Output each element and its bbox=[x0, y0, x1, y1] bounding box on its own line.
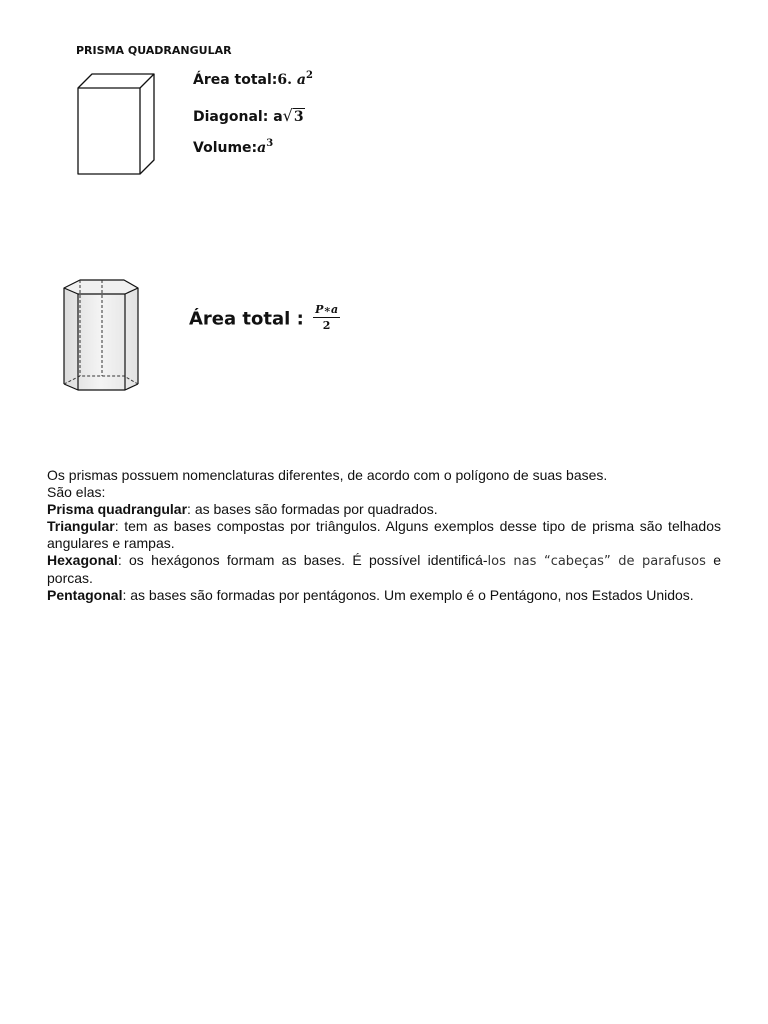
triangular-description: : tem as bases compostas por triângulos. Alguns exemplos desse tipo de prisma são telhados angulares e rampas. bbox=[47, 518, 721, 551]
hexagonal-description-c: e porcas. bbox=[47, 552, 721, 586]
area-variable: a bbox=[296, 72, 306, 88]
area-label: Área total: bbox=[193, 72, 278, 88]
diagonal-radicand: 3 bbox=[293, 109, 304, 125]
diagonal-formula bbox=[193, 106, 305, 125]
volume-label: Volume: bbox=[193, 140, 258, 156]
hexagonal-description-a: : os hexágonos formam as bases. É possível identificá- bbox=[117, 552, 488, 568]
page-title: PRISMA QUADRANGULAR bbox=[76, 44, 232, 57]
quadrangular-description: : as bases são formadas por quadrados. bbox=[187, 501, 438, 517]
quadrangular-paragraph bbox=[47, 501, 721, 518]
intro-paragraph-2: São elas: bbox=[47, 484, 106, 500]
volume-variable: a bbox=[257, 140, 267, 156]
pentagonal-description: : as bases são formadas por pentágonos. Um exemplo é o Pentágono, nos Estados Unidos. bbox=[122, 587, 694, 603]
pentagonal-paragraph bbox=[47, 587, 721, 604]
volume-formula bbox=[193, 140, 273, 156]
triangular-paragraph bbox=[47, 518, 721, 552]
hexagonal-prism-figure bbox=[54, 276, 146, 398]
hexagonal-term: Hexagonal bbox=[47, 552, 118, 568]
diagonal-label: Diagonal: bbox=[193, 109, 269, 125]
radical-icon: √ bbox=[282, 106, 293, 125]
area-fraction bbox=[313, 303, 340, 332]
hexagonal-paragraph bbox=[47, 552, 721, 587]
square-root bbox=[283, 106, 305, 125]
area-value-prefix: 6. bbox=[277, 72, 293, 88]
quadrangular-prism-figure bbox=[70, 68, 160, 180]
hex-area-label: Área total : bbox=[189, 308, 304, 330]
intro-paragraph: Os prismas possuem nomenclaturas diferentes, de acordo com o polígono de suas bases. bbox=[47, 467, 608, 483]
triangular-term: Triangular bbox=[47, 518, 115, 534]
pentagonal-term: Pentagonal bbox=[47, 587, 123, 603]
fraction-numerator: P∗a bbox=[315, 303, 339, 316]
hexagonal-area-formula bbox=[189, 305, 340, 334]
area-exponent: 2 bbox=[305, 70, 313, 81]
diagonal-coefficient: a bbox=[273, 109, 283, 125]
quadrangular-term: Prisma quadrangular bbox=[47, 501, 188, 517]
fraction-denominator: 2 bbox=[322, 319, 331, 332]
volume-exponent: 3 bbox=[266, 138, 274, 149]
hexagonal-description-b: los nas “cabeças” de parafusos bbox=[487, 554, 706, 569]
prism-description-text bbox=[47, 467, 721, 604]
total-area-formula bbox=[193, 72, 313, 88]
